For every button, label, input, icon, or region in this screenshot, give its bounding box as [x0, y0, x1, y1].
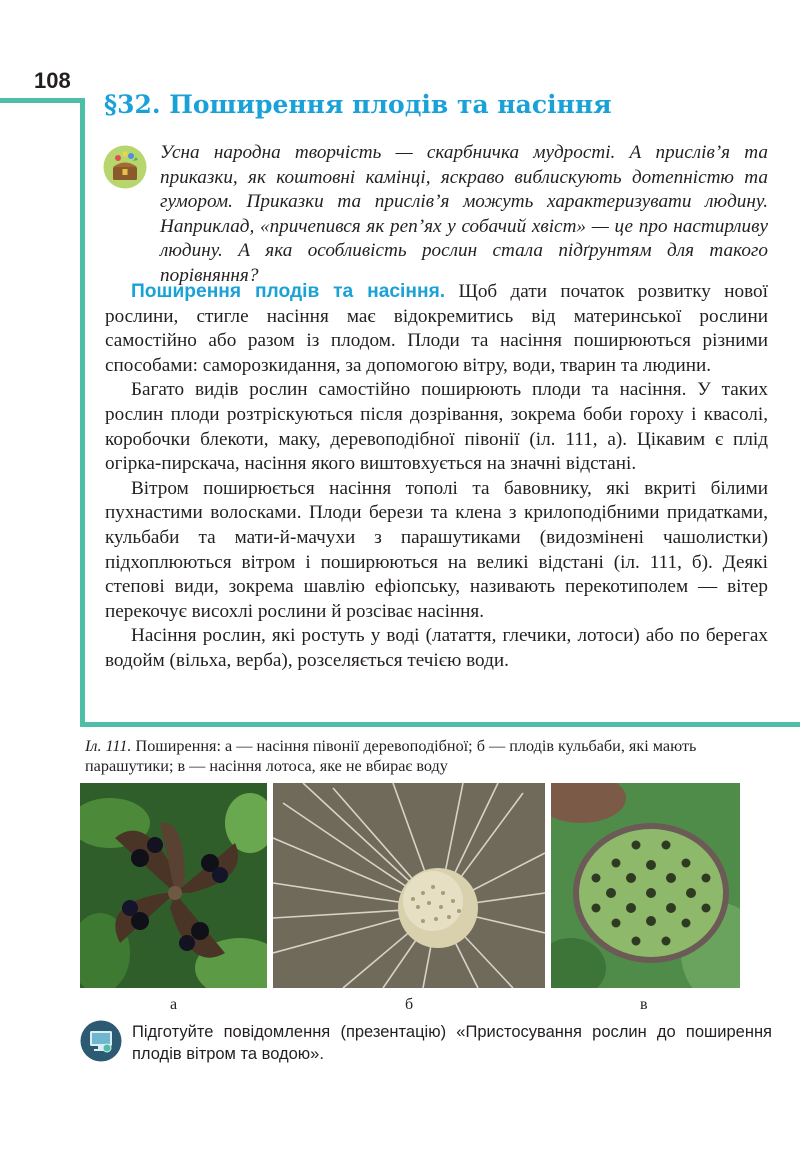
paragraph: Вітром поширюється насіння тополі та бавовнику, які вкриті білими пухнастими волосками. Плоди берези та клена з крилоподібними придатками, кульбаби та мати-й-мачухи з парашутиками (видозмінені чашолистки) підхоплюються вітром і поширюються на великі відстані (іл. 111, б). Деякі степові види, зокрема шавлію ефіопську, називають перекотиполем — вітер перекочує висохлі рослини й розсіває насіння.: [105, 477, 768, 622]
computer-presentation-icon: [80, 1020, 122, 1062]
photo-peony-seeds: [80, 783, 267, 988]
paragraph: Насіння рослин, які ростуть у воді (латаття, глечики, лотоси) або по берегах водойм (вільха, верба), розселяється течією води.: [105, 625, 768, 671]
figure-caption: [85, 736, 785, 776]
caption-label: Іл. 111.: [85, 737, 132, 755]
photo-label-a: а: [170, 996, 178, 1013]
photo-lotus-seeds: [551, 783, 740, 988]
body-text: [105, 280, 768, 674]
photo-dandelion-seeds: [273, 783, 545, 988]
caption-text: Поширення: а — насіння півонії деревоподібної; б — плодів кульбаби, які мають парашутики; в — насіння лотоса, яке не вбирає воду: [85, 737, 697, 775]
treasure-chest-icon: [103, 145, 147, 189]
paragraph: Багато видів рослин самостійно поширюють плоди та насіння. У таких рослин плоди розтріскуються після дозрівання, зокрема боби гороху і квасолі, коробочки блекоти, маку, деревоподібної півонії (іл. 111, а). Цікавим є плід огірка-пирскача, насіння якого виштовхується на значні відстані.: [105, 379, 768, 475]
task-text: Підготуйте повідомлення (презентацію) «Пристосування рослин до поширення плодів вітром та водою».: [132, 1023, 772, 1063]
paragraph: [105, 280, 768, 378]
intro-text: Усна народна творчість — скарбничка мудрості. А прислів’я та приказки, як коштовні камінці, яскраво виблискують дотепністю та гумором. Приказки та прислів’я можуть характеризувати людину. Наприклад, «причепився як реп’ях у собачий хвіст» — це про настирливу людину. А яка особливість рослин стала підґрунтям для такого порівняння?: [160, 142, 768, 286]
section-title: §32. Поширення плодів та насіння: [104, 90, 612, 119]
photo-label-c: в: [640, 996, 648, 1013]
paragraph-lead: Поширення плодів та насіння.: [131, 281, 446, 302]
paragraph-text: Щоб дати початок розвитку нової рослини, стигле насіння має відокремитись від материнської рослини самостійно або разом із плодом. Плоди та насіння поширюються різними способами: саморозкидання, за допомогою вітру, води, тварин та людини.: [105, 281, 768, 376]
frame-bottom-line: [80, 722, 800, 727]
page-number: 108: [34, 68, 71, 93]
frame-left-line: [80, 98, 85, 726]
photo-label-b: б: [405, 996, 414, 1013]
frame-top-line: [0, 98, 84, 103]
